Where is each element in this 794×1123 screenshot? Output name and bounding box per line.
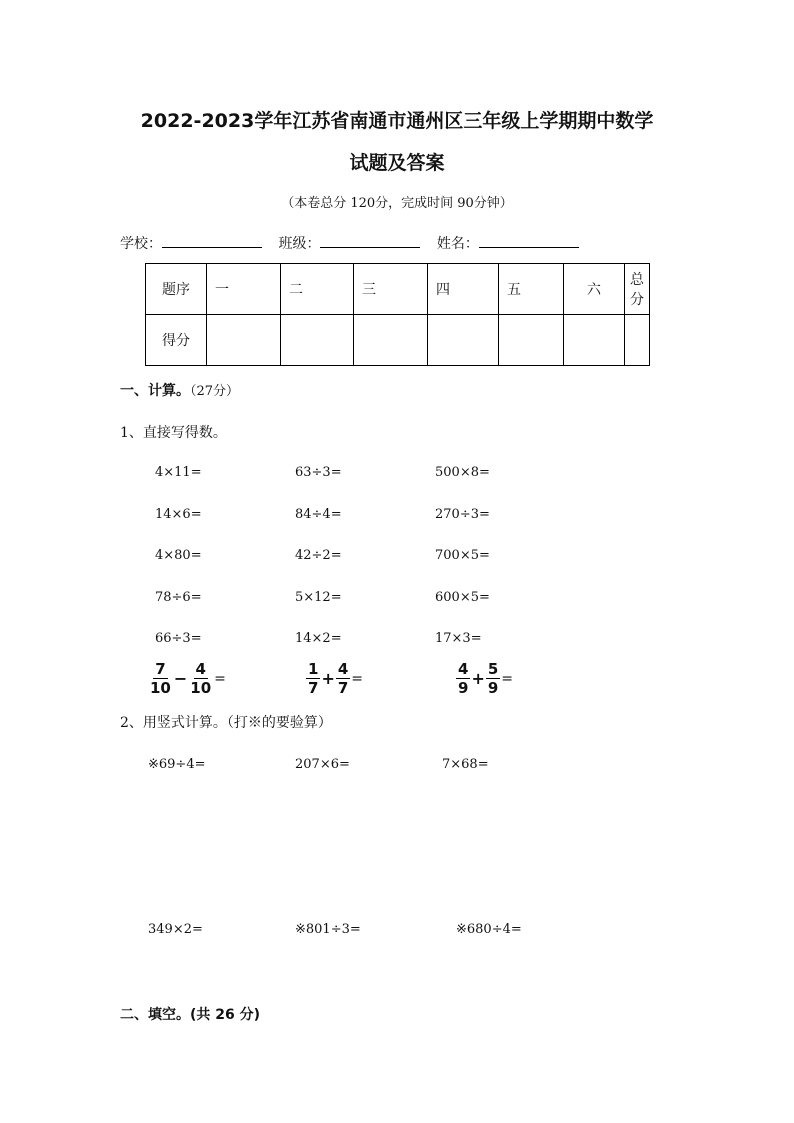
name-label: 姓名：: [436, 236, 479, 252]
numerator: 4: [337, 660, 349, 678]
calc-item: 700×5=: [435, 548, 490, 563]
exam-subtitle: （本卷总分 120分，完成时间 90分钟）: [281, 196, 513, 211]
operator: +: [471, 669, 485, 688]
score-header-cell: 二: [281, 264, 354, 315]
calc-item: 63÷3=: [295, 465, 342, 480]
fraction: [148, 660, 173, 697]
score-table-score-row: [146, 315, 650, 366]
equals-sign: =: [351, 670, 364, 687]
denominator: 10: [190, 679, 212, 697]
denominator: 9: [458, 679, 469, 697]
calc-item: 5×12=: [295, 590, 342, 605]
school-blank: [162, 233, 262, 248]
score-header-cell: 一: [207, 264, 281, 315]
score-header-cell: 四: [428, 264, 499, 315]
class-label: 班级：: [278, 236, 321, 252]
section-2-title: 二、填空。(共 26 分): [120, 1007, 261, 1023]
fraction: [486, 660, 500, 697]
score-cell: [354, 315, 428, 366]
student-info-line: [120, 233, 591, 253]
calc-item: 42÷2=: [295, 548, 342, 563]
vertical-calc-item: ※69÷4=: [148, 757, 206, 772]
school-label: 学校：: [120, 236, 162, 252]
operator: −: [173, 669, 188, 688]
vertical-calc-item: ※680÷4=: [456, 922, 522, 937]
calc-item: 66÷3=: [155, 631, 202, 646]
fraction: [336, 660, 350, 697]
calc-item: 500×8=: [435, 465, 490, 480]
score-header-cell: 总分: [625, 264, 650, 315]
vertical-calc-item: 207×6=: [295, 757, 350, 772]
question-1-label: 1、直接写得数。: [120, 425, 227, 441]
vertical-calc-item: 7×68=: [442, 757, 489, 772]
score-header-cell: 题序: [146, 264, 207, 315]
fraction: [306, 660, 320, 697]
score-cell: [281, 315, 354, 366]
score-cell: [625, 315, 650, 366]
calc-item: 14×2=: [295, 631, 342, 646]
fraction: [456, 660, 470, 697]
operator: +: [321, 669, 335, 688]
denominator: 7: [337, 679, 349, 697]
equals-sign: =: [501, 670, 514, 687]
score-table: [145, 263, 650, 366]
calc-item: 78÷6=: [155, 590, 202, 605]
score-cell: [499, 315, 564, 366]
vertical-calc-item: 349×2=: [148, 922, 203, 937]
section-1-heading: [120, 380, 239, 400]
denominator: 9: [487, 679, 499, 697]
score-header-cell: 五: [499, 264, 564, 315]
question-2-label: 2、用竖式计算。（打※的要验算）: [120, 715, 332, 731]
score-header-cell: 三: [354, 264, 428, 315]
equals-sign: =: [214, 670, 226, 687]
page-title-line-1: 2022-2023学年江苏省南通市通州区三年级上学期期中数学: [140, 110, 654, 132]
score-cell: [428, 315, 499, 366]
vertical-calc-item: ※801÷3=: [295, 922, 361, 937]
calc-item: 17×3=: [435, 631, 482, 646]
calc-item: 600×5=: [435, 590, 490, 605]
calc-item: 4×80=: [155, 548, 202, 563]
fraction-expression: [456, 660, 513, 697]
score-row-label: 得分: [146, 315, 207, 366]
numerator: 1: [308, 660, 319, 678]
denominator: 7: [308, 679, 319, 697]
numerator: 4: [458, 660, 469, 678]
section-1-points: （27分）: [190, 384, 240, 399]
fraction-expression: [148, 660, 226, 697]
score-cell: [564, 315, 625, 366]
score-cell: [207, 315, 281, 366]
numerator: 7: [155, 660, 166, 678]
numerator: 4: [195, 660, 206, 678]
calc-item: 270÷3=: [435, 507, 490, 522]
fraction-expression: [306, 660, 363, 697]
section-1-title: 一、计算。: [120, 383, 190, 399]
calc-item: 14×6=: [155, 507, 202, 522]
calc-item: 4×11=: [155, 465, 202, 480]
calc-item: 84÷4=: [295, 507, 342, 522]
name-blank: [479, 233, 579, 248]
class-blank: [320, 233, 420, 248]
score-table-header-row: [146, 264, 650, 315]
score-header-cell: 六: [564, 264, 625, 315]
numerator: 5: [487, 660, 499, 678]
denominator: 10: [150, 679, 171, 697]
page-title-line-2: 试题及答案: [349, 152, 445, 174]
fraction: [188, 660, 213, 697]
